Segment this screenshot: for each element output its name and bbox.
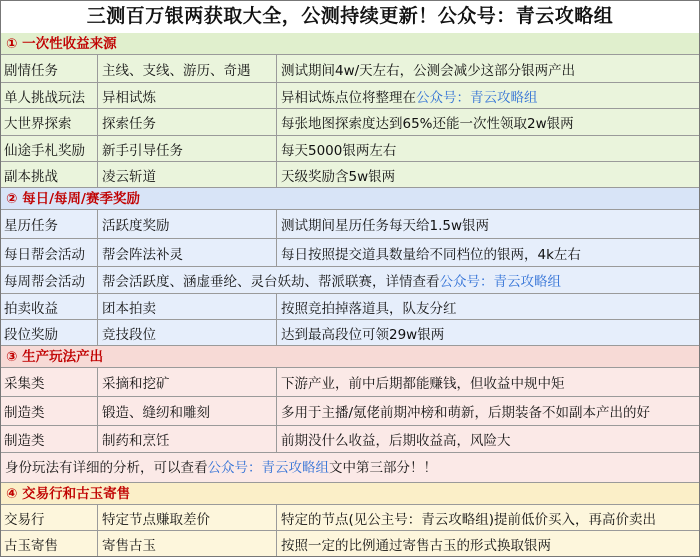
- table-row: [0, 531, 700, 557]
- row-desc: 天级奖励含5w银两: [281, 168, 396, 185]
- section-heading-trading: ④ 交易行和古玉寄售: [0, 483, 700, 505]
- row-item: 竞技段位: [98, 320, 277, 345]
- section-heading-one-time: ① 一次性收益来源: [0, 33, 700, 55]
- row-name: 采集类: [0, 368, 98, 396]
- row-desc: 每日按照提交道具数量给不同档位的银两，4k左右: [281, 246, 581, 263]
- row-name: 大世界探索: [0, 109, 98, 135]
- row-desc: 按照一定的比例通过寄售古玉的形式换取银两: [281, 538, 551, 554]
- row-name: 制造类: [0, 426, 98, 452]
- row-name: 单人挑战玩法: [0, 83, 98, 108]
- table-row: [0, 210, 700, 239]
- row-item-text: 帮会活跃度、涵虚垂纶、灵台妖劫、帮派联赛，详情查看: [102, 274, 440, 290]
- row-item: 制药和烹饪: [98, 426, 277, 452]
- table-row: [0, 162, 700, 188]
- row-name: 剧情任务: [0, 55, 98, 82]
- row-item: 新手引导任务: [98, 136, 277, 161]
- row-name: 星历任务: [0, 210, 98, 238]
- row-item: 帮会阵法补灵: [98, 239, 277, 266]
- row-desc: 达到最高段位可领29w银两: [281, 326, 445, 343]
- row-item: 团本拍卖: [98, 294, 277, 319]
- table-row: [0, 397, 700, 426]
- row-item: 探索任务: [98, 109, 277, 135]
- table-row: [0, 136, 700, 162]
- row-desc: 按照竞拍掉落道具，队友分红: [281, 300, 457, 317]
- row-desc: [277, 83, 700, 108]
- row-item: 异相试炼: [98, 83, 277, 108]
- identity-note: [0, 453, 700, 483]
- row-item: 寄售古玉: [98, 531, 277, 557]
- table-row: [0, 109, 700, 136]
- page-title: 三测百万银两获取大全，公测持续更新！公众号：青云攻略组: [0, 0, 700, 34]
- row-desc: 下游产业，前中后期都能赚钱，但收益中规中矩: [281, 376, 565, 392]
- row-desc: 测试期间星历任务每天给1.5w银两: [281, 218, 490, 234]
- section-heading-production: ③ 生产玩法产出: [0, 346, 700, 368]
- wechat-account-link[interactable]: 公众号：青云攻略组: [207, 460, 329, 476]
- table-row: [0, 426, 700, 453]
- table-row: [0, 320, 700, 346]
- note-text: 身份玩法有详细的分析，可以查看: [5, 460, 208, 476]
- row-item: 特定节点赚取差价: [98, 505, 277, 530]
- row-item: 采摘和挖矿: [98, 368, 277, 396]
- row-name: 每周帮会活动: [0, 267, 98, 293]
- note-post: 文中第三部分！！: [329, 460, 437, 476]
- table-row: [0, 239, 700, 267]
- wechat-account-link[interactable]: 公众号：青云攻略组: [416, 89, 538, 106]
- row-desc-text: 异相试炼点位将整理在: [281, 89, 416, 106]
- table-row: [0, 83, 700, 109]
- table-row: [0, 55, 700, 83]
- row-desc: 前期没什么收益，后期收益高，风险大: [281, 433, 511, 449]
- row-item: 活跃度奖励: [98, 210, 277, 238]
- row-desc: 特定的节点(见公主号：青云攻略组)提前低价买入，再高价卖出: [281, 511, 657, 528]
- row-desc: 每天5000银两左右: [281, 142, 397, 159]
- row-name: 交易行: [0, 505, 98, 530]
- row-name: 每日帮会活动: [0, 239, 98, 266]
- table-row: [0, 368, 700, 397]
- row-item: 凌云斩道: [98, 162, 277, 187]
- row-name: 古玉寄售: [0, 531, 98, 557]
- row-name: 仙途手札奖励: [0, 136, 98, 161]
- row-name: 副本挑战: [0, 162, 98, 187]
- row-item-wide: [98, 267, 700, 293]
- table-row: [0, 294, 700, 320]
- row-item: 主线、支线、游历、奇遇: [98, 55, 277, 82]
- table-row: [0, 505, 700, 531]
- row-name: 制造类: [0, 397, 98, 425]
- row-desc: 测试期间4w/天左右，公测会减少这部分银两产出: [281, 62, 576, 79]
- section-heading-recurring: ② 每日/每周/赛季奖励: [0, 188, 700, 210]
- row-name: 拍卖收益: [0, 294, 98, 319]
- row-desc: 每张地图探索度达到65%还能一次性领取2w银两: [281, 116, 574, 132]
- wechat-account-link[interactable]: 公众号：青云攻略组: [439, 274, 561, 290]
- row-name: 段位奖励: [0, 320, 98, 345]
- table-row: [0, 267, 700, 294]
- row-desc: 多用于主播/氪佬前期冲榜和萌新，后期装备不如副本产出的好: [281, 405, 651, 421]
- row-item: 锻造、缝纫和雕刻: [98, 397, 277, 425]
